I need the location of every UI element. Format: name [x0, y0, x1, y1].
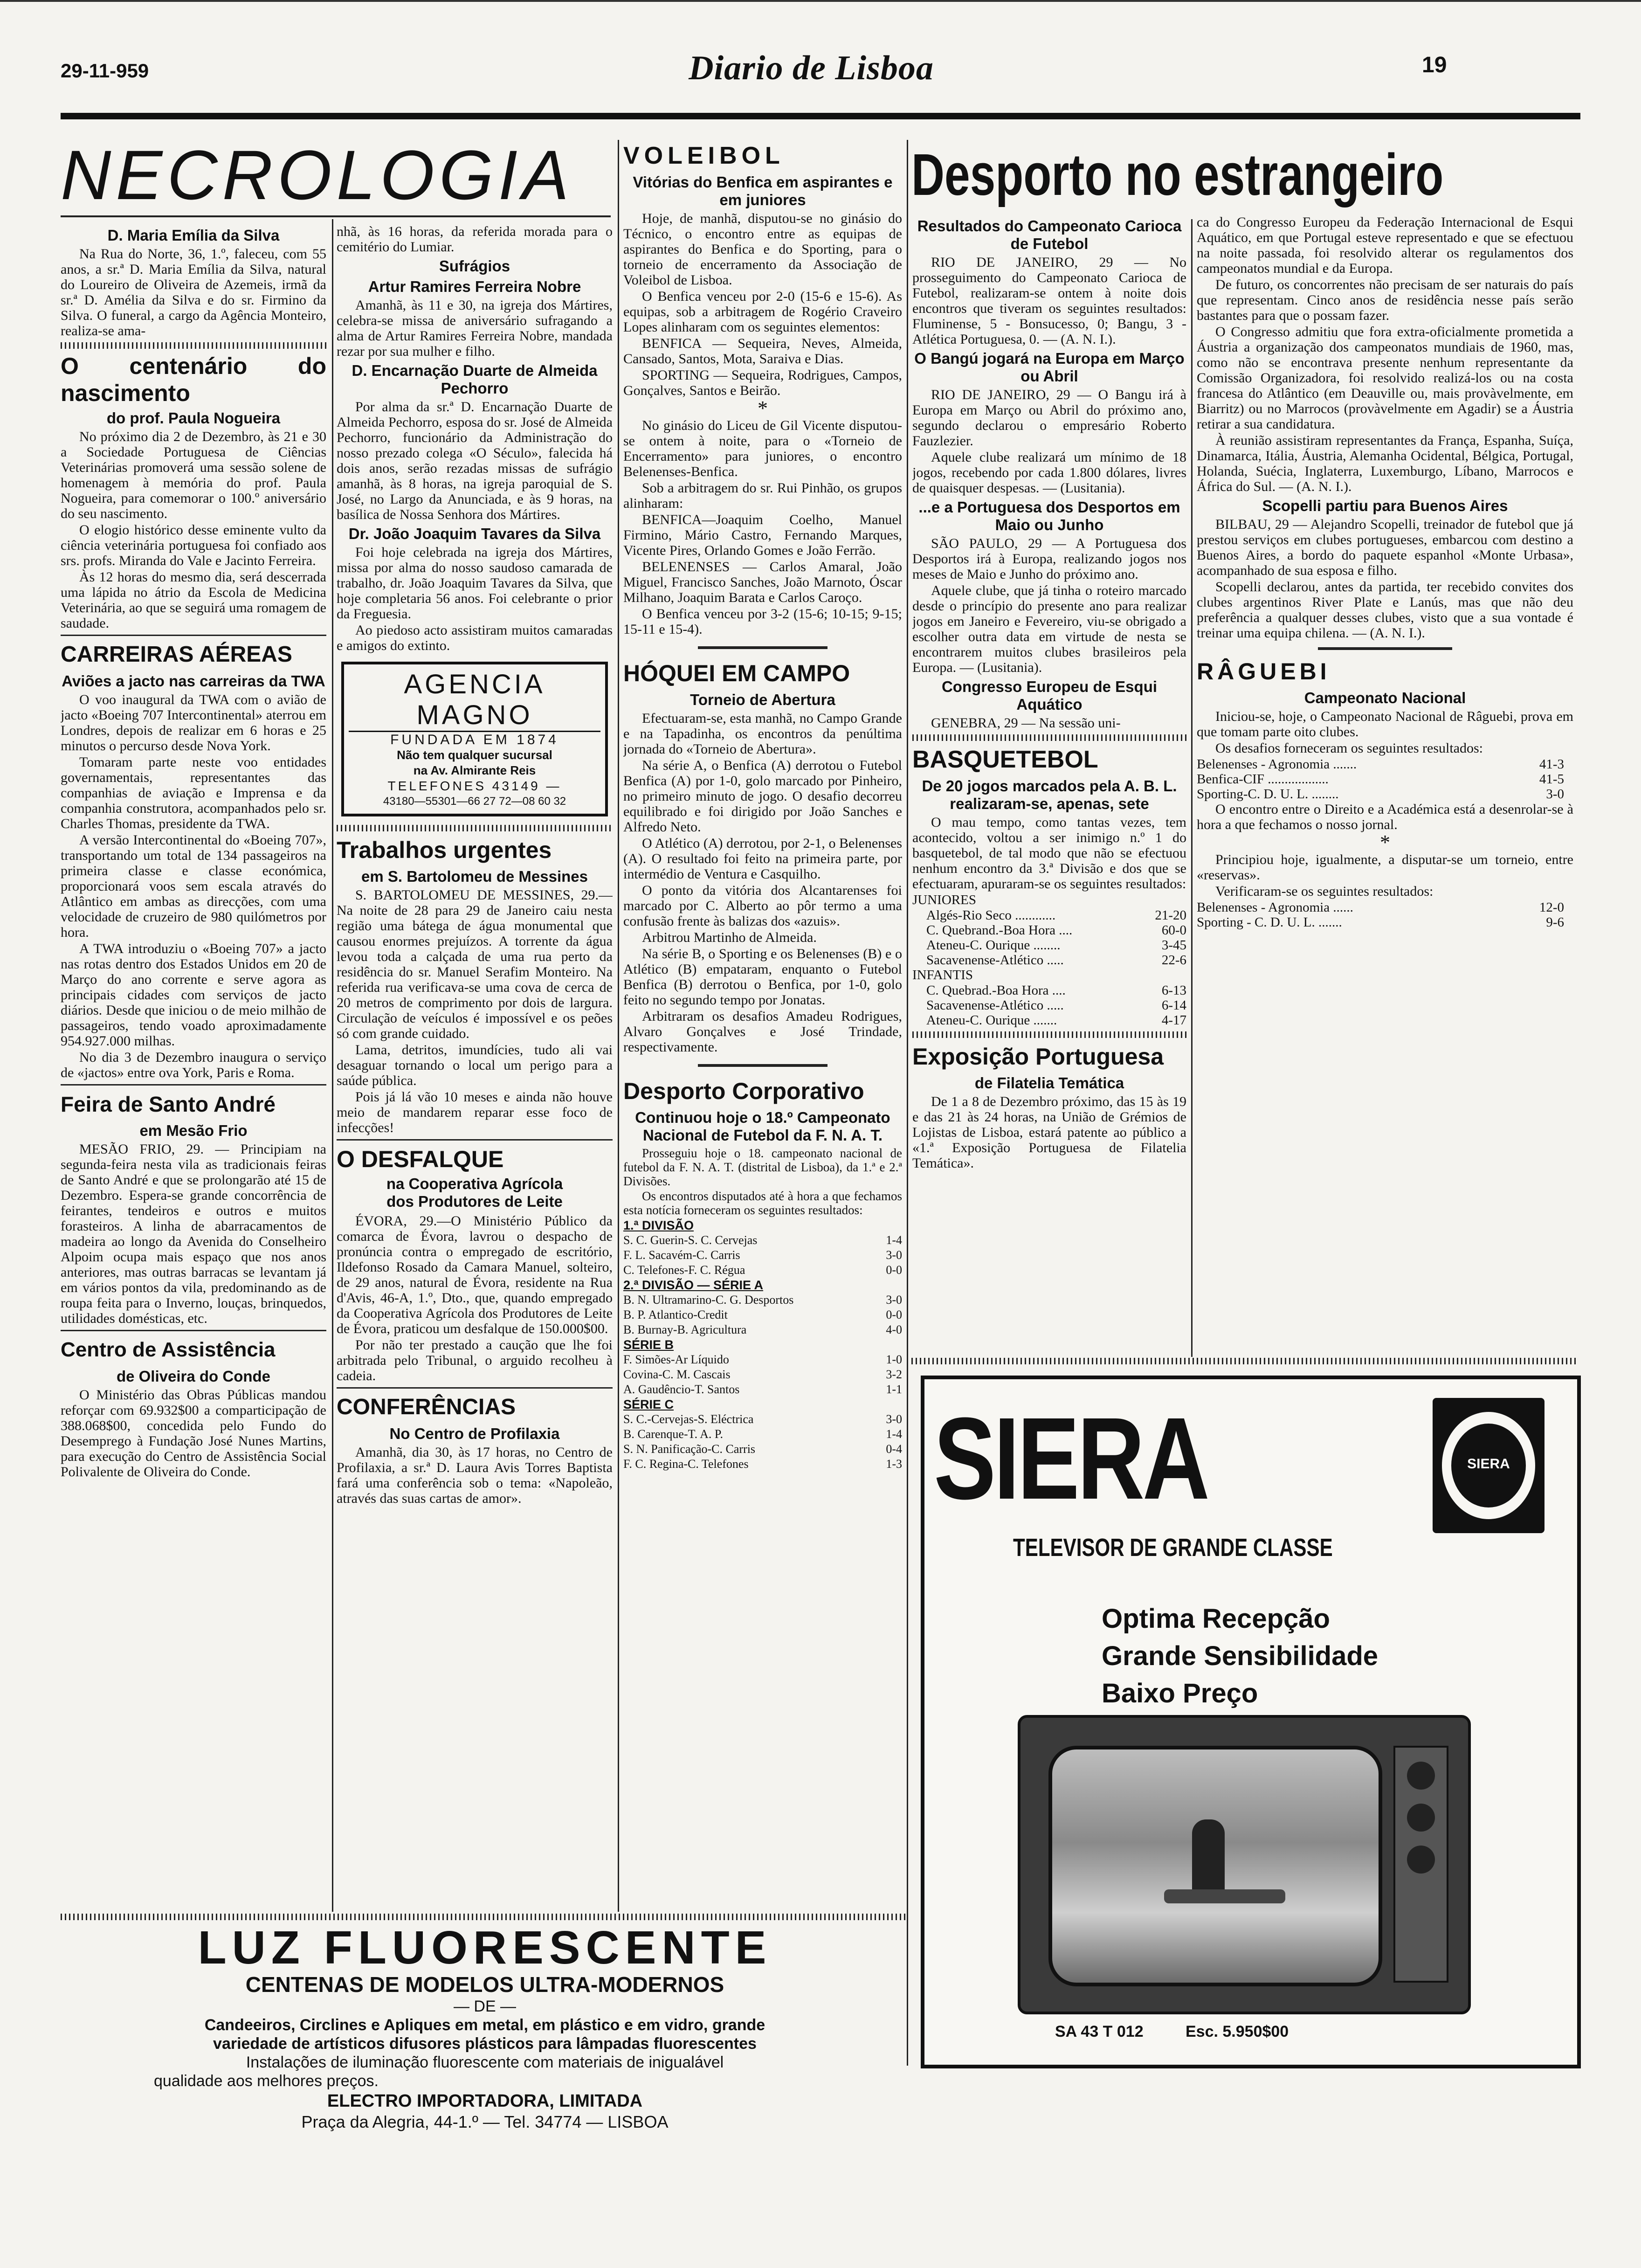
section-divider	[61, 342, 326, 349]
result-score: 1-4	[886, 1427, 902, 1441]
obituary-title: D. Maria Emília da Silva	[107, 227, 280, 244]
result-score: 3-0	[886, 1248, 902, 1262]
article-paragraph: Pois já lá vão 10 meses e ainda não houve meio de mandarem reparar esse foco de infecções!	[337, 1089, 613, 1135]
result-row	[623, 1248, 902, 1263]
result-teams: S. C. Guerin-S. C. Cervejas	[623, 1233, 758, 1247]
article-paragraph: Na série B, o Sporting e os Belenenses (B) e o Atlético (B) empataram, enquanto o Futebol Benfica (B) derrotou o Benfica, por 1-0, golo feito no segundo tempo por Jonatas.	[623, 946, 902, 1008]
result-score: 1-1	[886, 1383, 902, 1396]
result-teams: C. Quebrad.-Boa Hora ....	[926, 983, 1066, 998]
article-paragraph: Iniciou-se, hoje, o Campeonato Nacional de Râguebi, prova em que tomam parte oito clubes.	[1197, 709, 1573, 740]
page-number: 19	[1422, 53, 1447, 77]
results-table	[1197, 900, 1573, 930]
ad-line: Não tem qualquer sucursal	[397, 748, 552, 762]
result-score: 3-0	[886, 1412, 902, 1426]
luz-fluorescente-ad	[70, 1922, 900, 2131]
television-controls	[1393, 1746, 1448, 1983]
section-divider	[912, 1031, 1186, 1038]
result-row	[926, 953, 1186, 968]
sufragios-heading: Sufrágios	[439, 257, 510, 275]
newspaper-title: Diario de Lisboa	[689, 49, 934, 87]
article-paragraph: BENFICA—Joaquim Coelho, Manuel Firmino, Mário Castro, Fernando Marques, Vicente Pires, Orlando Gomes e João Ferrão.	[623, 512, 902, 558]
section-divider	[698, 1064, 827, 1067]
result-teams: Belenenses - Agronomia .......	[1197, 757, 1357, 772]
article-paragraph: MESÃO FRIO, 29. — Principiam na segunda-feira nesta vila as tradicionais feiras de Santo André e que se prolongarão até 15 de Dezembro. Espera-se grande concorrência de feirantes, tendeiros e outros e muitos forasteiros. A linha de abarracamentos de madeira ao longo da Avenida do Conselheiro Alpoim ocupa mais espaço que nos anos anteriores, mas outras barracas se levantam já em vários pontos da vila, predominando as de roupa feita para o Inverno, louças, brinquedos, utilidades domésticas, etc.	[61, 1141, 326, 1326]
article-paragraph: Amanhã, às 11 e 30, na igreja dos Mártires, celebra-se missa de aniversário sufragando a alma de Artur Ramires Ferreira Nobre, mandada rezar por sua mulher e filho.	[337, 297, 613, 359]
result-score: 0-4	[886, 1442, 902, 1456]
voleibol-heading: VOLEIBOL	[623, 142, 785, 169]
exposicao-subheading: de Filatelia Temática	[974, 1074, 1124, 1092]
result-row	[623, 1322, 902, 1337]
section-divider	[61, 1084, 326, 1086]
article-paragraph: SPORTING — Sequeira, Rodrigues, Campos, Gonçalves, Santos e Beirão.	[623, 367, 902, 398]
result-row	[926, 1013, 1186, 1028]
result-row	[623, 1412, 902, 1427]
siera-feature: Optima Recepção	[1102, 1604, 1330, 1634]
division-heading: 1.ª DIVISÃO	[623, 1218, 694, 1232]
luz-title: LUZ FLUORESCENTE	[198, 1922, 772, 1974]
article-paragraph: Prosseguiu hoje o 18. campeonato nacional de futebol da F. N. A. T. (distrital de Lisboa), da 1.ª e 2.ª Divisões.	[623, 1146, 902, 1188]
column-5	[1197, 214, 1573, 1357]
article-paragraph: Foi hoje celebrada na igreja dos Mártires, missa por alma do nosso saudoso camarada de trabalho, dr. João Joaquim Tavares da Silva, que hoje completaria 56 anos. Foi celebrante o prior da Freguesia.	[337, 545, 613, 622]
scopelli-heading: Scopelli partiu para Buenos Aires	[1262, 497, 1508, 514]
article-paragraph: Ao piedoso acto assistiram muitos camaradas e amigos do extinto.	[337, 622, 613, 653]
centro-subheading: de Oliveira do Conde	[116, 1368, 271, 1385]
ad-line: FUNDADA EM 1874	[390, 732, 559, 747]
result-score: 1-0	[886, 1353, 902, 1366]
column-rule	[1191, 219, 1193, 1357]
article-paragraph: Amanhã, dia 30, às 17 horas, no Centro de Profilaxia, a sr.ª D. Laura Avis Torres Baptista fará uma conferência sob o tema: «Napoleão, através das suas cartas de amor».	[337, 1445, 613, 1506]
result-score: 0-0	[886, 1308, 902, 1321]
desporto-estrangeiro-heading: Desporto no estrangeiro	[911, 142, 1444, 207]
result-teams: Sporting-C. D. U. L. ........	[1197, 787, 1339, 802]
result-row	[926, 923, 1186, 938]
section-divider	[61, 635, 326, 636]
star-separator: *	[1380, 831, 1390, 854]
luz-subtitle: CENTENAS DE MODELOS ULTRA-MODERNOS	[245, 1972, 724, 1997]
result-row	[1197, 915, 1564, 930]
siera-tagline: TELEVISOR DE GRANDE CLASSE	[1013, 1534, 1333, 1562]
results-table	[912, 983, 1186, 1028]
column-3	[623, 138, 902, 1912]
voleibol-subheading: Vitórias do Benfica em aspirantes e em juniores	[633, 173, 893, 208]
desfalque-subheading: na Cooperativa Agrícola	[386, 1175, 563, 1192]
result-teams: Ateneu-C. Ourique .......	[926, 1013, 1057, 1028]
result-teams: C. Telefones-F. C. Régua	[623, 1263, 745, 1277]
result-teams: S. C.-Cervejas-S. Eléctrica	[623, 1412, 754, 1426]
article-paragraph: RIO DE JANEIRO, 29 — No prosseguimento do Campeonato Carioca de Futebol, realizaram-se ontem à noite dois encontros que tiveram os seguintes resultados: Fluminense, 5 - Bonsucesso, 0; Bangu, 3 - Atlética Portuguesa, 0. — (A. N. I.).	[912, 255, 1186, 347]
portuguesa-heading: ...e a Portuguesa dos Desportos em Maio ou Junho	[918, 498, 1180, 533]
siera-tv-ad	[921, 1376, 1581, 2068]
agencia-magno-ad	[341, 662, 608, 816]
result-row	[1197, 757, 1564, 772]
result-row	[623, 1382, 902, 1397]
result-score: 3-2	[886, 1368, 902, 1381]
article-paragraph: Aquele clube realizará um mínimo de 18 jogos, recebendo por cada 1.800 dólares, livres de quaisquer despesas. — (Lusitania).	[912, 449, 1186, 496]
article-paragraph: Na série A, o Benfica (A) derrotou o Futebol Benfica (A) por 1-0, golo marcado por Pinheiro, no primeiro minuto de jogo. O desafio decorreu equilibrado e foi dirigido por João Sanches e Alfredo Neto.	[623, 758, 902, 835]
article-paragraph: Por não ter prestado a caução que lhe foi arbitrada pelo Tribunal, o arguido recolheu à cadeia.	[337, 1337, 613, 1383]
luz-line: variedade de artísticos difusores plásticos para lâmpadas fluorescentes	[213, 2035, 757, 2053]
column-rule	[618, 140, 619, 1912]
section-divider	[912, 734, 1186, 741]
result-teams: F. Simões-Ar Líquido	[623, 1353, 729, 1366]
result-teams: B. Burnay-B. Agricultura	[623, 1323, 747, 1336]
page-date: 29-11-959	[61, 60, 149, 82]
article-paragraph: O Benfica venceu por 2-0 (15-6 e 15-6). As equipas, sob a arbitragem de Rogério Craveiro Lopes alinharam com os seguintes elementos:	[623, 289, 902, 335]
results-table	[912, 908, 1186, 968]
result-score: 22-6	[1161, 953, 1186, 968]
result-teams: Belenenses - Agronomia ......	[1197, 900, 1353, 915]
raguebi-heading: RÂGUEBI	[1197, 658, 1331, 685]
result-row	[623, 1457, 902, 1472]
sufragio-name: Dr. João Joaquim Tavares da Silva	[348, 525, 601, 542]
article-paragraph: S. BARTOLOMEU DE MESSINES, 29.—Na noite de 28 para 29 de Janeiro caiu nesta região uma bátega de água monumental que causou enormes prejuízos. A torrente da água levou toda a calçada de uma rua perto da residência do sr. Manuel Serafim Monteiro. Na referida rua verificava-se uma cova de cerca de 20 metros de comprimento por dois de largura. Circulação de veículos é impossível e os peões só com grande cuidado.	[337, 887, 613, 1041]
article-paragraph: A versão Intercontinental do «Boeing 707», transportando um total de 134 passageiros na primeira classe e classe económica, proporcionará voos sem escala através do Atlântico em ambas as direcções, com uma velocidade de cruzeiro de 980 quilómetros por hora.	[61, 832, 326, 940]
result-score: 3-0	[1546, 787, 1564, 802]
result-score: 6-14	[1161, 998, 1186, 1013]
article-paragraph: De 1 a 8 de Dezembro próximo, das 15 às 19 e das 21 às 24 horas, na União de Grémios de Lojistas de Lisboa, estará patente ao público a «1.ª Exposição Portuguesa de Filatelia Temática».	[912, 1094, 1186, 1171]
hoquei-heading: HÓQUEI EM CAMPO	[623, 660, 850, 686]
section-divider	[61, 1330, 326, 1331]
result-teams: A. Gaudêncio-T. Santos	[623, 1383, 740, 1396]
conferencias-heading: CONFERÊNCIAS	[337, 1395, 516, 1419]
results-category: INFANTIS	[912, 968, 973, 982]
result-row	[623, 1263, 902, 1278]
column-rule	[907, 140, 908, 2066]
basquetebol-subheading: De 20 jogos marcados pela A. B. L. realizaram-se, apenas, sete	[922, 777, 1177, 812]
article-paragraph: O encontro entre o Direito e a Académica está a desenrolar-se à hora a que fechamos o nosso jornal.	[1197, 802, 1573, 832]
result-row	[926, 983, 1186, 998]
article-paragraph: Às 12 horas do mesmo dia, será descerrada uma lápida no átrio da Escola de Medicina Veterinária, ao que se seguirá uma romagem de saudade.	[61, 569, 326, 631]
result-score: 41-3	[1539, 757, 1564, 772]
result-teams: Sporting - C. D. U. L. .......	[1197, 915, 1342, 930]
result-teams: Sacavenense-Atlético .....	[926, 998, 1064, 1013]
trabalhos-heading: Trabalhos urgentes	[337, 837, 552, 863]
result-row	[623, 1307, 902, 1322]
results-table	[1197, 757, 1573, 802]
luz-line: Candeeiros, Circlines e Apliques em metal, em plástico e em vidro, grande	[204, 2016, 765, 2034]
result-teams: Benfica-CIF ..................	[1197, 772, 1329, 787]
siera-feature: Baixo Preço	[1102, 1678, 1258, 1708]
article-paragraph: Principiou hoje, igualmente, a disputar-se um torneio, entre «reservas».	[1197, 852, 1573, 883]
ad-line: 43180—55301—66 27 72—08 60 32	[383, 795, 566, 808]
result-score: 3-45	[1161, 938, 1186, 953]
section-divider	[337, 825, 613, 831]
column-4	[912, 214, 1186, 1357]
feira-subheading: em Mesão Frio	[139, 1122, 248, 1139]
article-paragraph: RIO DE JANEIRO, 29 — O Bangu irá à Europa em Março ou Abril do próximo ano, segundo declarou o empresário Roberto Fauzlezier.	[912, 387, 1186, 449]
result-row	[926, 938, 1186, 953]
article-paragraph: Tomaram parte neste voo entidades governamentais, representantes das companhias de aviação e Imprensa e da companhia construtora, acompanhados pelo sr. Charles Thomas, presidente da TWA.	[61, 754, 326, 831]
article-paragraph: GENEBRA, 29 — Na sessão uni-	[931, 715, 1121, 731]
result-teams: C. Quebrand.-Boa Hora ....	[926, 923, 1073, 938]
article-paragraph: BELENENSES — Carlos Amaral, João Miguel, Francisco Sanches, João Marnoto, Óscar Milhano, Joaquim Barata e Carlos Caroço.	[623, 559, 902, 605]
sufragio-name: D. Encarnação Duarte de Almeida Pechorro	[352, 362, 598, 397]
luz-line: qualidade aos melhores preços.	[154, 2072, 379, 2090]
result-score: 60-0	[1161, 923, 1186, 938]
article-paragraph: O Atlético (A) derrotou, por 2-1, o Belenenses (A). O resultado foi feito na primeira parte, por intermédio de Ventura e Casquilho.	[623, 836, 902, 882]
ad-line: TELEFONES 43149 —	[387, 779, 562, 793]
conferencias-subheading: No Centro de Profilaxia	[389, 1425, 560, 1442]
result-teams: F. C. Regina-C. Telefones	[623, 1457, 749, 1471]
article-paragraph: Por alma da sr.ª D. Encarnação Duarte de Almeida Pechorro, esposa do sr. José de Almeida Pechorro, funcionário da Administração do nosso prezado colega «O Século», falecida há dois anos, serão rezadas missas de sufrágio amanhã, às 8 horas, na igreja paroquial de S. José, no Largo da Anunciada, e às 9 horas, na basílica de Nossa Senhora dos Mártires.	[337, 399, 613, 522]
division-heading: 2.ª DIVISÃO — SÉRIE A	[623, 1278, 764, 1292]
article-paragraph: BILBAU, 29 — Alejandro Scopelli, treinador de futebol que já prestou serviços em clubes portugueses, embarcou com destino a Buenos Aires, a bordo do paquete espanhol «Monte Urbasa», acompanhado de sua esposa e filho.	[1197, 517, 1573, 578]
article-paragraph: BENFICA — Sequeira, Neves, Almeida, Cansado, Santos, Mota, Saraiva e Dias.	[623, 336, 902, 366]
section-divider	[698, 646, 827, 649]
result-row	[1197, 772, 1564, 787]
section-divider	[337, 1139, 613, 1141]
article-paragraph: O mau tempo, como tantas vezes, tem acontecido, voltou a ser inimigo n.º 1 do basquetebol, de tal modo que não se efectuou nenhum encontro da 3.ª Divisão e dos que se efectuaram, apuraram-se os seguintes resultados:	[912, 815, 1186, 892]
article-paragraph: Os encontros disputados até à hora a que fechamos esta notícia forneceram os seguintes resultados:	[623, 1189, 902, 1217]
trabalhos-subheading: em S. Bartolomeu de Messines	[361, 868, 588, 885]
section-divider	[61, 1914, 907, 1920]
article-paragraph: Aquele clube, que já tinha o roteiro marcado desde o princípio do presente ano para realizar jogos em Janeiro e Fevereiro, viu-se obrigado a escolher outra data em virtude de nesta se encontrarem muitos clubes brasileiros pela Europa. — (Lusitania).	[912, 583, 1186, 675]
article-paragraph: Scopelli declarou, antes da partida, ter recebido convites dos clubes argentinos River Plate e Lanús, mas que não deu preferência a qualquer desses clubes, visto que a sua vontade é treinar uma equipa chilena. — (A. N. I.).	[1197, 579, 1573, 641]
section-divider	[1318, 647, 1452, 650]
column-2	[337, 224, 613, 1912]
corporativo-heading: Desporto Corporativo	[623, 1078, 864, 1104]
article-paragraph: Sob a arbitragem do sr. Rui Pinhão, os grupos alinharam:	[623, 480, 902, 511]
result-row	[623, 1293, 902, 1307]
article-paragraph: ÉVORA, 29.—O Ministério Público da comarca de Évora, lavrou o despacho de pronúncia contra o empregado de escritório, Ildefonso Rosado da Camara Manuel, solteiro, de 29 anos, natural de Évora, residente na Rua d'Avis, 46-A, 1.º, Dto., que, quando empregado da Cooperativa Agrícola dos Produtores de Leite de Évora, praticou um desfalque de 150.000$00.	[337, 1213, 613, 1336]
result-score: 6-13	[1161, 983, 1186, 998]
result-teams: Covina-C. M. Cascais	[623, 1368, 731, 1381]
result-score: 12-0	[1539, 900, 1564, 915]
result-teams: B. N. Ultramarino-C. G. Desportos	[623, 1293, 794, 1307]
result-row	[623, 1233, 902, 1248]
article-paragraph: A TWA introduziu o «Boeing 707» a jacto nas rotas dentro dos Estados Unidos em 20 de Março do ano corrente e serve agora as principais cidades com serviços de jacto diários. Desde que iniciou o de meio milhão de passageiros, tendo voado aproximadamente 954.927.000 milhas.	[61, 941, 326, 1049]
article-paragraph: Os desafios forneceram os seguintes resultados:	[1215, 740, 1483, 756]
result-teams: Ateneu-C. Ourique ........	[926, 938, 1061, 953]
division-heading: SÉRIE C	[623, 1397, 674, 1411]
desfalque-subheading: dos Produtores de Leite	[386, 1193, 563, 1210]
result-row	[623, 1352, 902, 1367]
centenario-heading: O centenário do nascimento	[61, 353, 326, 406]
result-row	[1197, 900, 1564, 915]
bangu-heading: O Bangú jogará na Europa em Março ou Abril	[914, 350, 1185, 385]
article-paragraph: Arbitraram os desafios Amadeu Rodrigues, Alvaro Gonçalves e José Trindade, respectivamente.	[623, 1009, 902, 1055]
article-paragraph: O voo inaugural da TWA com o avião de jacto «Boeing 707 Intercontinental» aterrou em Londres, depois de realizar em 6 horas e 25 minutos o percurso desde Nova York.	[61, 692, 326, 754]
television-screen	[1048, 1746, 1382, 1986]
result-score: 1-4	[886, 1233, 902, 1247]
siera-brand: SIERA	[934, 1393, 1208, 1523]
article-paragraph: O elogio histórico desse eminente vulto da ciência veterinária portuguesa foi confiado aos srs. profs. Miranda do Vale e Jacinto Ferreira.	[61, 522, 326, 568]
luz-de: — DE —	[453, 1998, 517, 2015]
article-paragraph: O Congresso admitiu que fora extra-oficialmente prometida a Áustria a organização dos campeonatos mundiais de 1960, mas, como não se encontrava presente nenhum representante da Comissão Organizadora, foi resolvido realizá-los ou na costa francesa do Atlântico (em Deauville ou, mais provàvelmente, em Biarritz) ou no Marrocos (provàvelmente em Agadir) se a Áustria retirar a sua candidatura.	[1197, 324, 1573, 432]
result-row	[623, 1427, 902, 1442]
result-score: 41-5	[1539, 772, 1564, 787]
result-score: 4-17	[1161, 1013, 1186, 1028]
result-teams: F. L. Sacavém-C. Carris	[623, 1248, 740, 1262]
carioca-heading: Resultados do Campeonato Carioca de Futebol	[917, 217, 1182, 252]
television-illustration	[1018, 1715, 1471, 2014]
result-row	[926, 998, 1186, 1013]
result-row	[1197, 787, 1564, 802]
centenario-subheading: do prof. Paula Nogueira	[106, 409, 281, 427]
result-score: 9-6	[1546, 915, 1564, 930]
article-paragraph: De futuro, os concorrentes não precisam de ser naturais do país que representam. Cinco anos de residência nesse país serão bastantes para que o possam fazer.	[1197, 277, 1573, 323]
siera-logo	[1433, 1398, 1544, 1533]
result-row	[623, 1442, 902, 1457]
necrologia-heading: NECROLOGIA	[61, 136, 574, 214]
corporativo-subheading: Continuou hoje o 18.º Campeonato Nacional de Futebol da F. N. A. T.	[635, 1109, 890, 1144]
obituary-text: Na Rua do Norte, 36, 1.º, faleceu, com 55 anos, a sr.ª D. Maria Emília da Silva, natural do Loureiro de Oliveira de Azemeis, irmã da sr.ª D. Amélia da Silva e do sr. Firmino da Silva. O funeral, a cargo da Agência Monteiro, realiza-se ama-	[61, 246, 326, 339]
masthead-rule	[61, 113, 1580, 119]
results-category: JUNIORES	[912, 892, 976, 907]
section-divider	[911, 1358, 1578, 1364]
desfalque-heading: O DESFALQUE	[337, 1146, 504, 1172]
result-row	[623, 1367, 902, 1382]
results-table	[623, 1233, 902, 1278]
hoquei-subheading: Torneio de Abertura	[690, 691, 835, 708]
siera-model: SA 43 T 012	[1055, 2023, 1144, 2040]
exposicao-heading: Exposição Portuguesa	[912, 1044, 1164, 1070]
siera-feature: Grande Sensibilidade	[1102, 1641, 1379, 1671]
ad-agency-name: AGENCIA MAGNO	[349, 669, 600, 732]
esqui-heading: Congresso Europeu de Esqui Aquático	[941, 678, 1158, 713]
heading-underline	[61, 215, 611, 217]
article-paragraph: Efectuaram-se, esta manhã, no Campo Grande e na Tapadinha, os encontros da penúltima jornada do «Torneio de Abertura».	[623, 711, 902, 757]
basquetebol-heading: BASQUETEBOL	[912, 746, 1098, 773]
article-paragraph: À reunião assistiram representantes da França, Espanha, Suíça, Dinamarca, Itália, Áustria, Alemanha Ocidental, Bélgica, Portugal, Holanda, Suécia, Inglaterra, Luxemburgo, Líbano, Marrocos e África do Sul. — (A. N. I.).	[1197, 433, 1573, 494]
result-score: 4-0	[886, 1323, 902, 1336]
top-border	[0, 0, 1641, 2]
ad-line: na Av. Almirante Reis	[413, 763, 536, 777]
result-row	[926, 908, 1186, 923]
article-paragraph: O Ministério das Obras Públicas mandou reforçar com 69.932$00 a comparticipação de 388.068$00, concedida pelo Fundo do Desemprego à Fundação José Nunes Martins, para execução do Centro de Assistência Social Polivalente de Oliveira do Conde.	[61, 1387, 326, 1480]
raguebi-subheading: Campeonato Nacional	[1304, 689, 1466, 706]
section-divider	[337, 1387, 613, 1389]
result-teams: B. P. Atlantico-Credit	[623, 1308, 728, 1321]
result-score: 3-0	[886, 1293, 902, 1307]
luz-line: Instalações de iluminação fluorescente com materiais de inigualável	[246, 2054, 724, 2071]
carreiras-heading: CARREIRAS AÉREAS	[61, 642, 292, 667]
article-paragraph: Hoje, de manhã, disputou-se no ginásio do Técnico, o encontro entre as equipas de aspirantes do Benfica e do Sporting, para o torneio de encerramento da Associação de Voleibol de Lisboa.	[623, 211, 902, 288]
division-heading: SÉRIE B	[623, 1338, 674, 1352]
article-paragraph: Lama, detritos, imundícies, tudo ali vai desaguar tornando o local um perigo para a saúde pública.	[337, 1042, 613, 1088]
article-paragraph: No dia 3 de Dezembro inaugura o serviço de «jactos» entre ova York, Paris e Roma.	[61, 1050, 326, 1080]
article-paragraph: No ginásio do Liceu de Gil Vicente disputou-se ontem à noite, para o «Torneio de Encerramento» para juniores, o encontro Belenenses-Benfica.	[623, 418, 902, 479]
feira-heading: Feira de Santo André	[61, 1092, 276, 1116]
article-paragraph: O ponto da vitória dos Alcantarenses foi marcado por C. Alberto ao pôr termo a uma confusão frente às balizas dos «azuis».	[623, 883, 902, 929]
article-paragraph: No próximo dia 2 de Dezembro, às 21 e 30 a Sociedade Portuguesa de Ciências Veterinárias promoverá uma sessão solene de homenagem à memória do prof. Paula Nogueira, para comemorar o 100.º aniversário do seu nascimento.	[61, 429, 326, 521]
obituary-continuation: nhã, às 16 horas, da referida morada para o cemitério do Lumiar.	[337, 224, 613, 255]
article-paragraph: Verificaram-se os seguintes resultados:	[1215, 884, 1434, 899]
article-paragraph: SÃO PAULO, 29 — A Portuguesa dos Desportos irá à Europa, realizando jogos nos meses de Maio e Junho do próximo ano.	[912, 536, 1186, 582]
article-paragraph: O Benfica venceu por 3-2 (15-6; 10-15; 9-15; 15-11 e 15-4).	[623, 606, 902, 637]
centro-heading: Centro de Assistência	[61, 1338, 276, 1361]
results-table	[623, 1352, 902, 1397]
result-teams: B. Carenque-T. A. P.	[623, 1427, 723, 1441]
result-score: 21-20	[1155, 908, 1186, 923]
results-table	[623, 1293, 902, 1337]
column-1	[61, 224, 326, 1912]
result-score: 0-0	[886, 1263, 902, 1277]
sufragio-name: Artur Ramires Ferreira Nobre	[368, 278, 581, 295]
luz-address: Praça da Alegria, 44-1.º — Tel. 34774 — LISBOA	[301, 2112, 669, 2131]
result-score: 1-3	[886, 1457, 902, 1471]
column-rule	[332, 219, 333, 1912]
article-paragraph: ca do Congresso Europeu da Federação Internacional de Esqui Aquático, em que Portugal esteve representado e que se efectuou na noite passada, foi resolvido alterar os regulamentos dos campeonatos mundial e da Europa.	[1197, 214, 1573, 276]
results-table	[623, 1412, 902, 1472]
star-separator: *	[758, 397, 768, 420]
result-teams: Sacavenense-Atlético .....	[926, 953, 1064, 968]
carreiras-subheading: Aviões a jacto nas carreiras da TWA	[62, 672, 325, 690]
siera-price: Esc. 5.950$00	[1186, 2023, 1289, 2040]
article-paragraph: Arbitrou Martinho de Almeida.	[642, 930, 817, 945]
siera-logo-text: SIERA	[1467, 1456, 1510, 1472]
result-teams: Algés-Rio Seco ............	[926, 908, 1056, 923]
result-teams: S. N. Panificação-C. Carris	[623, 1442, 756, 1456]
luz-company: ELECTRO IMPORTADORA, LIMITADA	[327, 2091, 643, 2111]
